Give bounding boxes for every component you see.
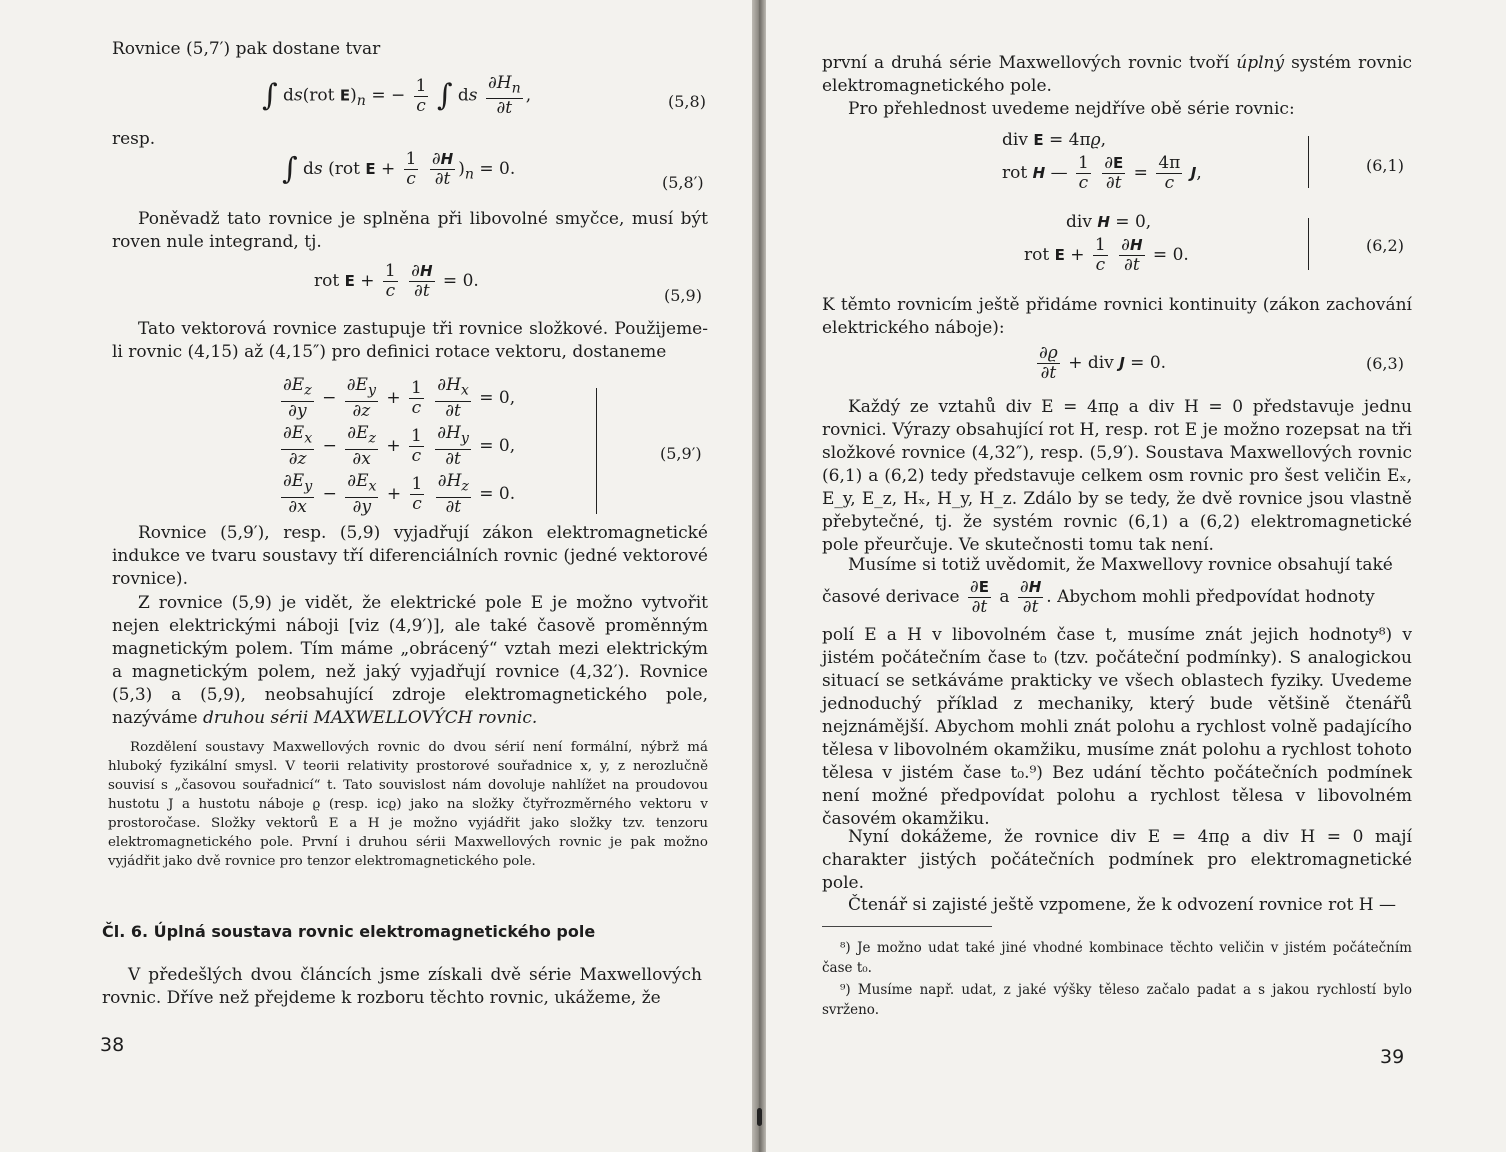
eq-number-5-8: (5,8): [668, 92, 706, 111]
equation-continuity: $\frac{\partial ϱ}{\partial t}$ + div J = 0.: [1039, 343, 1167, 383]
resp-label: resp.: [112, 129, 156, 149]
equation-rot-H: rot H — $\frac{1}{c}$ $\frac{\partial E}{\partial t}$ = $\frac{4\pi}{c}$ J,: [1002, 153, 1202, 193]
eq-number-6-1: (6,1): [1366, 156, 1404, 175]
paragraph-ctenar: Čtenář si zajisté ještě vzpomene, že k odvození rovnice rot H —: [848, 895, 1396, 915]
paragraph-nyni: Nyní dokážeme, že rovnice div E = 4πϱ a div H = 0 mají charakter jistých počátečních podmínek pro elektromagnetické pole.: [822, 827, 1412, 893]
paragraph-poli: polí E a H v libovolném čase t, musíme znát jejich hodnoty⁸) v jistém počátečním čase t₀ (tzv. počáteční podmínky). S analogickou situací se setkáváme prakticky ve všech oblastech fyziky. Uvedeme jednoduchý příklad z mechaniky, který bude většině čtenářů nejznámější. Abychom mohli znát polohu a rychlost volně padajícího tělesa v libovolném okamžiku, musíme znát polohu a rychlost tohoto tělesa v jistém čase t₀.⁹) Bez udání těchto počátečních podmínek není možné předpovídat polohu a rychlost tělesa v libovolném časovém okamžiku.: [822, 625, 1412, 829]
intro-line: Rovnice (5,7′) pak dostane tvar: [112, 39, 381, 59]
left-page: [0, 0, 752, 1152]
paragraph-musime: Musíme si totiž uvědomit, že Maxwellovy rovnice obsahují také: [848, 555, 1393, 575]
page-number-right: 39: [1380, 1046, 1405, 1068]
brace-5-9-prime: [596, 388, 597, 514]
eq-number-6-3: (6,3): [1366, 354, 1404, 373]
footnote-rule: [822, 926, 992, 927]
paragraph-ponevadz: Poněvadž tato rovnice je splněna při libovolné smyčce, musí být roven nule integrand, tj.: [112, 209, 708, 252]
paragraph-z-rovnice: Z rovnice (5,9) je vidět, že elektrické pole E je možno vytvořit nejen elektrickými náboji [viz (4,9′)], ale také časově proměnným magnetickým polem. Tím máme „obrácený“ vztah mezi elektrickým a magnetickým polem, než jaký vyjadřují rovnice (4,32′). Rovnice (5,3) a (5,9), neobsahující zdroje elektromagnetického pole, nazýváme druhou sérii MAXWELLOVÝCH rovnic.: [112, 593, 708, 728]
equation-5-8: ∫ ds(rot $E)_n$ = − $\frac{1}{c}$ ∫ ds $\frac{\partial H_n}{\partial t}$ ,: [262, 73, 532, 119]
paragraph-pro: Pro přehlednost uvedeme nejdříve obě série rovnic:: [848, 99, 1295, 119]
eq-number-5-9-prime: (5,9′): [660, 444, 702, 463]
paragraph-k-temto: K těmto rovnicím ještě přidáme rovnici kontinuity (zákon zachování elektrického náboje):: [822, 295, 1412, 338]
binding-mark: [757, 1108, 762, 1126]
eq-number-6-2: (6,2): [1366, 236, 1404, 255]
equation-5-9: rot E + $\frac{1}{c}$ $\frac{\partial H}{\partial t}$ = 0.: [314, 261, 479, 301]
brace-6-2: [1308, 218, 1309, 270]
paragraph-tato: Tato vektorová rovnice zastupuje tři rovnice složkové. Použijeme-li rovnic (4,15) až (4,15″) pro definici rotace vektoru, dostaneme: [112, 319, 708, 362]
eq-number-5-9: (5,9): [664, 286, 702, 305]
book-gutter: [752, 0, 766, 1152]
small-print-note: Rozdělení soustavy Maxwellových rovnic do dvou sérií není formální, nýbrž má hluboký fyzikální smysl. V teorii relativity prostorové souřadnice x, y, z nerozlučně souvisí s „časovou souřadnicí“ t. Tato souvislost nám dovoluje nahlížet na proudovou hustotu J a hustotu náboje ϱ (resp. icϱ) jako na složky čtyřrozměrného vektoru v prostoročase. Složky vektorů E a H je možno vyjádřit jako složky tzv. tenzoru elektromagnetického pole. První i druhou sérii Maxwellových rovnic je pak možno vyjádřit jako dvě rovnice pro tenzor elektromagnetického pole.: [108, 740, 708, 869]
paragraph-predeslych: V předešlých dvou článcích jsme získali dvě série Maxwellových rovnic. Dříve než přejdeme k rozboru těchto rovnic, ukážeme, že: [102, 965, 702, 1008]
component-eq-x: $\frac{\partial E_z}{\partial y}$ − $\frac{\partial E_y}{\partial z}$ + $\frac{1}{c}$ $\frac{\partial H_x}{\partial t}$ = 0,: [283, 375, 516, 421]
paragraph-kazdy: Každý ze vztahů div E = 4πϱ a div H = 0 představuje jednu rovnici. Výrazy obsahující rot H, resp. rot E je možno rozepsat na tři složkové rovnice (4,32″), resp. (5,9′). Soustava Maxwellových rovnic (6,1) a (6,2) tedy představuje celkem osm rovnic pro šest veličin Eₓ, E_y, E_z, Hₓ, H_y, H_z. Zdálo by se tedy, že dvě rovnice jsou vlastně přebytečné, tj. že systém rovnic (6,1) a (6,2) elektromagnetické pole přeurčuje. Ve skutečnosti tomu tak není.: [822, 397, 1412, 555]
line-casove-derivace: časové derivace $\frac{\partial E}{\partial t}$ a $\frac{\partial H}{\partial t}$ . Abychom mohli předpovídat hodnoty: [822, 577, 1375, 617]
equation-5-8-prime: ∫ ds (rot E + $\frac{1}{c}$ $\frac{\partial H}{\partial t}$ )$_n = 0$.: [282, 149, 516, 189]
component-eq-y: $\frac{\partial E_x}{\partial z}$ − $\frac{\partial E_z}{\partial x}$ + $\frac{1}{c}$ $\frac{\partial H_y}{\partial t}$ = 0,: [283, 423, 516, 469]
footnote-9: ⁹) Musíme např. udat, z jaké výšky těleso začalo padat a s jakou rychlostí bylo svrženo.: [822, 982, 1412, 1018]
equation-div-H: div H = 0,: [1066, 212, 1152, 232]
footnote-8: ⁸) Je možno udat také jiné vhodné kombinace těchto veličin v jistém počátečním čase t₀.: [822, 940, 1412, 976]
page-number-left: 38: [100, 1034, 125, 1056]
component-eq-z: $\frac{\partial E_y}{\partial x}$ − $\frac{\partial E_x}{\partial y}$ + $\frac{1}{c}$ $\frac{\partial H_z}{\partial t}$ = 0.: [283, 471, 516, 517]
paragraph-prvni: první a druhá série Maxwellových rovnic tvoří úplný systém rovnic elektromagnetického pole.: [822, 53, 1413, 96]
equation-rot-E: rot E + $\frac{1}{c}$ $\frac{\partial H}{\partial t}$ = 0.: [1024, 235, 1189, 275]
paragraph-rovnice: Rovnice (5,9′), resp. (5,9) vyjadřují zákon elektromagnetické indukce ve tvaru soustavy tří diferenciálních rovnic (jedné vektorové rovnice).: [112, 523, 708, 589]
right-page: [766, 0, 1506, 1152]
equation-system-5-9-prime: [278, 374, 515, 518]
brace-6-1: [1308, 136, 1309, 188]
equation-div-E: div E = 4πϱ,: [1002, 130, 1107, 150]
section-heading: Čl. 6. Úplná soustava rovnic elektromagnetického pole: [102, 922, 596, 941]
eq-number-5-8-prime: (5,8′): [662, 173, 704, 192]
